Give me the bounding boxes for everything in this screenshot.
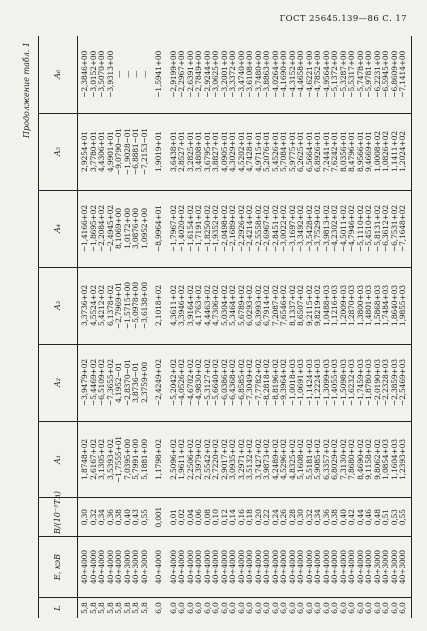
header-l: L	[39, 598, 78, 618]
header-energy: E, кэВ	[39, 536, 78, 597]
table-continuation-title: Продолжение табл. 1	[22, 42, 31, 138]
table-row	[78, 36, 153, 618]
cell-a1: 2,5096+02 1,9611+02 2,2506+02 2,3979+02 2,5542+02 2,7220+02 2,9017+02 3,0935+02 3,2971+02 3,5132+02 3,7427+02 3,9873+02 4,2489+02 4,5296+02 4,8325+02 5,1608+02 5,5181+02 5,9085+02 6,3357+02 6,8029+02 7,3130+02 7,8680+02 8,4690+02 9,1158+02 9,8062+02 1,0854+03 1,1604+03 1,2393+03	[167, 421, 412, 498]
header-a5: A₅	[39, 113, 78, 190]
header-a4: A₄	[39, 190, 78, 267]
cell-a4: −1,7967+02 −1,4020+02 −1,6154+02 −1,7191+02 −1,8250+02 −1,9352+02 −2,0498+02 −2,1689+02 −2,2926+02 −2,4214+02 −2,5558+02 −2,6967+02 −2,8451+02 −3,0022+02 −3,1697+02 −3,3492+02 −3,5428+02 −3,7529+02 −3,9813+02 −4,2302+02 −4,5011+02 −4,7946+02 −5,1110+02 −5,4510+02 −5,8131+02 −6,3612+02 −6,7531+02 −7,1648+02	[167, 190, 412, 267]
cell-a5: 3,6438+01 2,8527+01 3,2825+01 3,4808+01 3,6795+01 3,8827+01 4,0905+01 4,3029+01 4,5202+01 4,7428+01 4,9715+01 5,2076+01 5,4526+01 5,7084+01 5,9775+01 6,2625+01 6,5664+01 6,8926+01 7,2441+01 7,6242+01 8,0356+01 8,4796+01 8,9566+01 9,4669+01 1,0008+02 1,0826+02 1,1411+02 1,2024+02	[167, 113, 412, 190]
cell-energy: 40÷4000 40÷4000 40÷4000 40÷4000 40÷4000 40÷3000 40÷3000 40÷3000	[78, 536, 153, 597]
cell-a4: −8,9964+01	[152, 190, 167, 267]
header-a1: A₁	[39, 421, 78, 498]
header-a6: A₆	[39, 36, 78, 113]
table-block-l60	[167, 36, 412, 618]
header-field: B/(10⁻⁵Тл)	[39, 498, 78, 536]
cell-a2: −5,2042+02 −4,0526+02 −4,6702+02 −4,9830+02 −5,3127+02 −5,6640+02 −6,0386+02 −6,4368+02 −6,8585+02 −7,3049+02 −7,7782+02 −8,2818+02 −8,8196+02 −9,3964+02 −1,0018+03 −1,0691+03 −1,1424+03 −1,2224+03 −1,3099+03 −1,4055+03 −1,5098+03 −1,6232+03 −1,7459+03 −1,8780+03 −2,0190+03 −2,2328+03 −2,3859+03 −2,5469+03	[167, 344, 412, 421]
cell-a2: −3,9479+02 −5,4469+02 −6,5109+02 −7,3655+02 4,1952−01 −2,8370−01 3,8736−01 2,3759+00	[78, 344, 153, 421]
cell-energy: 40÷4000 40÷4000 40÷4000 40÷4000 40÷4000 40÷4000 40÷4000 40÷4000 40÷4000 40÷4000 40÷4000 40÷4000 40÷4000 40÷4000 40÷4000 40÷4000 40÷4000 40÷4000 40÷4000 40÷4000 40÷4000 40÷4000 40÷4000 40÷4000 40÷3000 40÷3000 40÷3000 40÷3000	[167, 536, 412, 597]
cell-a6: −2,9199+00 −2,2967+00 −2,6391+00 −2,7849+00 −2,9244+00 −3,0625+00 −3,2001+00 −3,3372+00 −3,4740+00 −3,6108+00 −3,7480+00 −3,8863+00 −4,0264+00 −4,1690+00 −4,3152+00 −4,4658+00 −4,6221+00 −4,7852+00 −4,9564+00 −5,1372+00 −5,3287+00 −5,5317+00 −5,7478+00 −5,9781+00 −6,2231+00 −6,5945+00 −6,8609+00 −7,1414+00	[167, 36, 412, 113]
cell-a3: 2,1018+02	[152, 267, 167, 344]
header-a2: A₂	[39, 344, 78, 421]
cell-a3: 4,3611+02 3,3946+02 3,9164+02 4,1763+02 4,4463+02 4,7306+02 5,0304+02 5,3464+02 5,6789+02 6,0293+02 6,3993+02 6,7914+02 7,2087+02 7,6546+02 8,1337+02 8,6507+02 9,2115+02 9,8219+02 1,0488+03 1,1216+03 1,2009+03 1,2870+03 1,3800+03 1,4801+03 1,5868+03 1,7484+03 1,8640+03 1,9855+03	[167, 267, 412, 344]
cell-a2: −2,4249+02	[152, 344, 167, 421]
cell-field: 0,01 0,02 0,04 0,06 0,08 0,10 0,12 0,14 0,16 0,18 0,20 0,22 0,24 0,26 0,28 0,30 0,32 0,34 0,36 0,38 0,40 0,42 0,44 0,46 0,48 0,51 0,53 0,55	[167, 498, 412, 536]
cell-field: 0,30 0,32 0,34 0,36 0,38 0,40 0,43 0,55	[78, 498, 153, 536]
cell-a6: −1,5941+00	[152, 36, 167, 113]
cell-a1: 1,8748+02 2,6167+02 3,1305+02 3,5393+02 −1,7555+01 7,0395+00 5,7991+00 5,1881+00	[78, 421, 153, 498]
table-row	[152, 36, 167, 618]
cell-field: 0,001	[152, 498, 167, 536]
header-a3: A₃	[39, 267, 78, 344]
cell-energy: 40÷4000	[152, 536, 167, 597]
cell-a4: −1,4166+02 −1,8695+02 −2,2084+02 −2,4945+02 8,1069+00 1,0172+00 3,0876+00 1,0952+00	[78, 190, 153, 267]
cell-l: 6,0	[154, 602, 163, 614]
cell-a3: 3,3736+02 4,5524+02 5,4212+02 6,1378+02 −2,7969+01 −1,5715+00 −5,0978+00 −3,6138+00	[78, 267, 153, 344]
coefficients-table	[38, 36, 412, 618]
cell-a5: 1,9019+01	[152, 113, 167, 190]
cell-a5: 2,9254+01 3,7780+01 4,4306+01 4,9901+01 −9,0790−01 −1,9028−01 −6,8881−01 −7,2153−01	[78, 113, 153, 190]
cell-l: 5,8 5,8 5,8 5,8 5,8 5,8 5,8 5,8	[80, 602, 149, 614]
table-block-l58	[78, 36, 153, 618]
cell-a6: −2,3846+00 −3,0152+00 −3,5070+00 −3,9313+00 — — — —	[78, 36, 153, 113]
cell-l: 6,0 6,0 6,0 6,0 6,0 6,0 6,0 6,0 6,0 6,0 6,0 6,0 6,0 6,0 6,0 6,0 6,0 6,0 6,0 6,0 6,0 6,0 6,0 6,0 6,0 6,0 6,0 6,0	[167, 598, 412, 618]
table-row	[167, 36, 412, 618]
page-header: ГОСТ 25645.139—86 С. 17	[279, 14, 407, 24]
rotated-table-region	[20, 36, 412, 618]
cell-a1: 1,1798+02	[152, 421, 167, 498]
table-block-l60-first	[152, 36, 167, 618]
table-header-row	[39, 36, 78, 618]
